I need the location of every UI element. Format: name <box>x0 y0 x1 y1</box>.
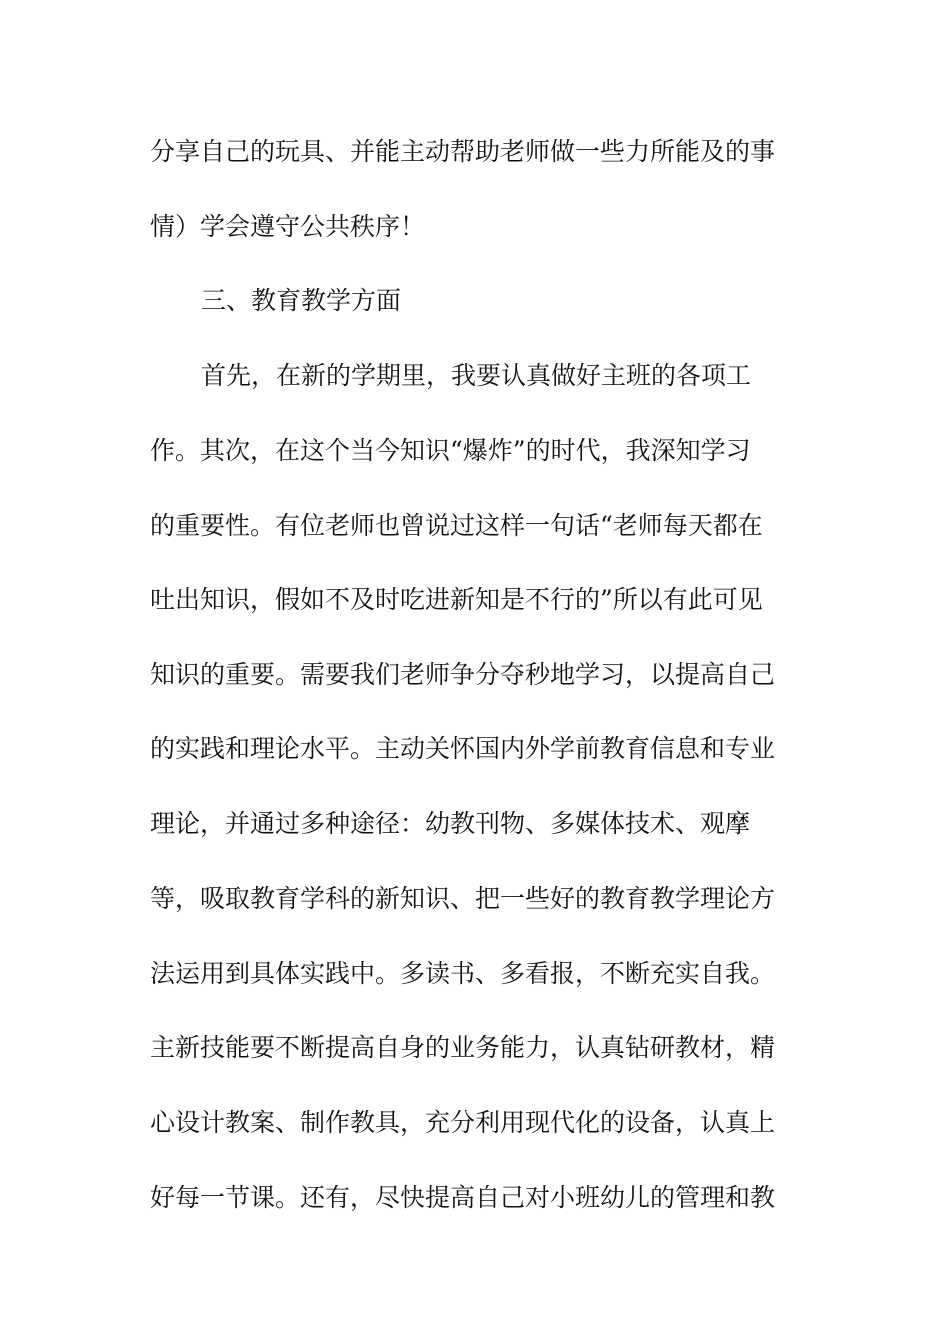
paragraph-line: 首先，在新的学期里，我要认真做好主班的各项工 <box>201 361 752 390</box>
section-heading: 三、教育教学方面 <box>201 286 402 315</box>
paragraph-line: 的重要性。有位老师也曾说过这样一句话“老师每天都在 <box>150 511 763 540</box>
paragraph-line: 好每一节课。还有，尽快提高自己对小班幼儿的管理和教 <box>150 1183 776 1212</box>
paragraph-line: 理论，并通过多种途径：幼教刊物、多媒体技术、观摩 <box>150 809 751 838</box>
paragraph-line: 分享自己的玩具、并能主动帮助老师做一些力所能及的事 <box>150 137 776 166</box>
paragraph-line: 法运用到具体实践中。多读书、多看报，不断充实自我。 <box>150 959 776 988</box>
paragraph-line: 情）学会遵守公共秩序！ <box>150 212 426 241</box>
paragraph-line: 主新技能要不断提高自身的业务能力，认真钻研教材，精 <box>150 1033 776 1062</box>
paragraph-line: 心设计教案、制作教具，充分利用现代化的设备，认真上 <box>150 1108 776 1137</box>
paragraph-line: 吐出知识，假如不及时吃进新知是不行的”所以有此可见 <box>150 585 763 614</box>
paragraph-line: 的实践和理论水平。主动关怀国内外学前教育信息和专业 <box>150 734 776 763</box>
paragraph-line: 等，吸取教育学科的新知识、把一些好的教育教学理论方 <box>150 884 776 913</box>
paragraph-line: 作。其次，在这个当今知识“爆炸”的时代，我深知学习 <box>150 436 751 465</box>
paragraph-line: 知识的重要。需要我们老师争分夺秒地学习，以提高自己 <box>150 660 776 689</box>
